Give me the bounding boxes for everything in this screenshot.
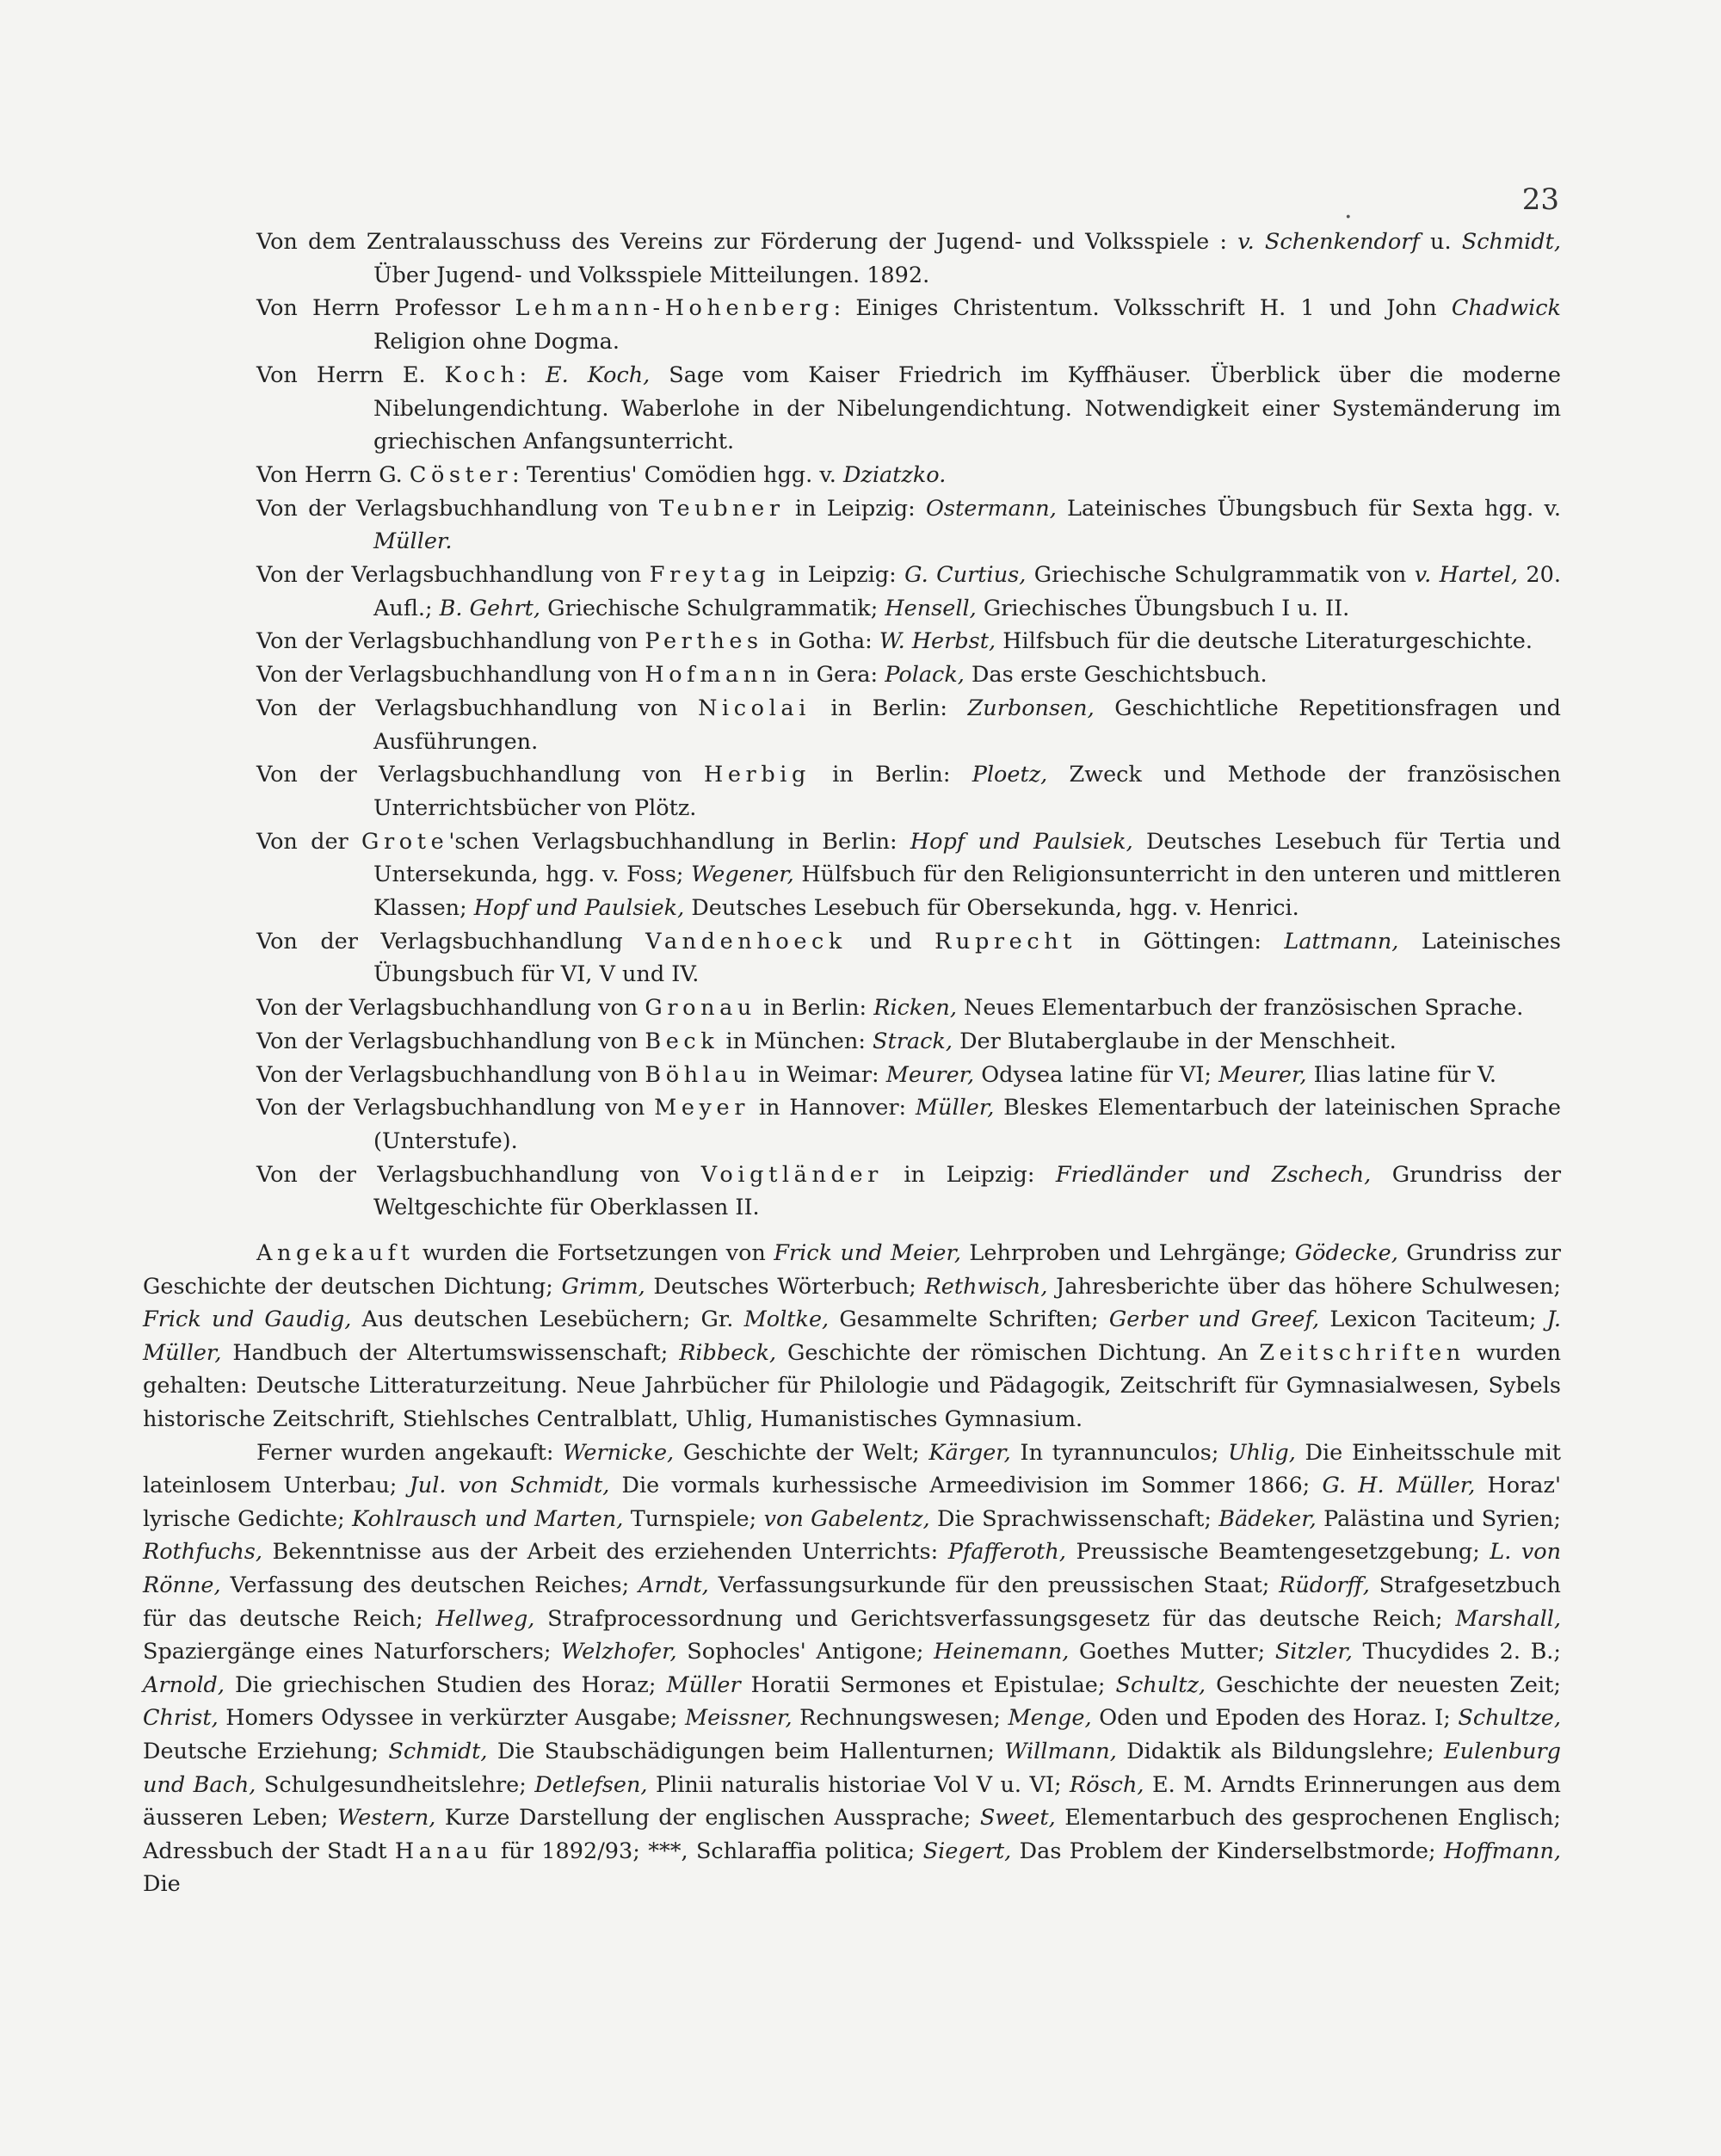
donor-name: Gronau (645, 995, 756, 1022)
donor-text: Von der Verlagsbuchhandlung von (256, 695, 699, 721)
author-name: Ribbeck, (679, 1339, 777, 1366)
entry-text: Bleskes Elementarbuch der lateinischen Sprache (Unterstufe). (373, 1095, 1561, 1154)
list-item (256, 1091, 1561, 1158)
author-name: Detlefsen, (534, 1771, 648, 1798)
author-name: Schultze, (1458, 1705, 1561, 1732)
list-item (256, 625, 1561, 658)
body-text: für 1892/93; ***, Schlaraffia politica; (492, 1838, 923, 1864)
entry-text: Grundriss der Weltgeschichte für Oberklassen II. (373, 1161, 1562, 1221)
list-item (256, 758, 1561, 825)
author-name: E. Koch, (546, 361, 651, 388)
entry-text: Sage vom Kaiser Friedrich im Kyffhäuser. Überblick über die moderne Nibelungendichtung. Waberlohe in der Nibelungendichtung. Notwendigkeit einer Systemänderung im griechischen Anfangsunterricht. (373, 361, 1561, 455)
list-item (256, 692, 1561, 758)
body-text: Strafprocessordnung und Gerichtsverfassungsgesetz für das deutsche Reich; (534, 1605, 1456, 1632)
body-text: Sophocles' Antigone; (676, 1639, 935, 1665)
donor-text: Von der Verlagsbuchhandlung von (256, 662, 645, 689)
donor-text: Von der Verlagsbuchhandlung von (256, 1161, 701, 1188)
author-name: Gerber und Greef, (1108, 1307, 1320, 1333)
donor-name: Perthes (645, 628, 763, 655)
body-text: Deutsches Wörterbuch; (645, 1273, 925, 1300)
author-name: Wegener, (691, 862, 794, 888)
donor-name: Nicolai (698, 695, 811, 721)
author-name: Eulenburg und Bach, (143, 1738, 1561, 1798)
body-text: Grundriss zur Geschichte der deutschen Dichtung; (143, 1240, 1561, 1300)
body-text: Die Sprachwissenschaft; (929, 1505, 1219, 1532)
author-name: Heinemann, (934, 1639, 1070, 1665)
donor-text: Von Herrn E. (256, 361, 445, 388)
entry-text: Griechische Schulgrammatik von (1026, 562, 1415, 589)
donor-text: Von der Verlagsbuchhandlung von (256, 762, 704, 788)
author-name: v. Hartel, (1414, 562, 1518, 589)
page-number: 23 (1521, 182, 1559, 217)
body-text: Lehrproben und Lehrgänge; (961, 1240, 1295, 1266)
donor-name: Grote (361, 828, 449, 855)
purchases-section (143, 1237, 1561, 1901)
body-text: Geschichte der römischen Dichtung. An (776, 1339, 1260, 1366)
entry-text: in Hannover: (749, 1095, 916, 1121)
author-name: Grimm, (561, 1273, 645, 1300)
author-name: Sitzler, (1274, 1639, 1353, 1665)
body-text: Die Einheitsschule mit lateinlosem Unterbau; (143, 1439, 1561, 1499)
donor-text: Von der Verlagsbuchhandlung von (256, 562, 650, 589)
list-item (256, 925, 1561, 992)
author-name: B. Gehrt, (439, 595, 541, 621)
list-item (256, 992, 1561, 1025)
entry-text: und (847, 928, 935, 954)
list-item (256, 492, 1561, 559)
entry-text: Deutsches Lesebuch für Tertia und Untersekunda, hgg. v. Foss; (373, 828, 1561, 888)
spaced-heading: Angekauft (256, 1240, 415, 1266)
entry-text: in Leipzig: (770, 562, 905, 589)
entry-text: in Berlin: (810, 695, 968, 721)
donor-name: Freytag (649, 562, 771, 589)
entry-text: in Berlin: (810, 762, 972, 788)
body-text: Preussische Beamtengesetzgebung; (1065, 1539, 1490, 1566)
author-name: Ricken, (873, 995, 957, 1022)
body-text: Die Staubschädigungen beim Hallenturnen; (487, 1738, 1005, 1764)
donor-text: Von der Verlagsbuchhandlung von (256, 1095, 655, 1121)
entry-text: : (519, 361, 546, 388)
author-name: Sweet, (979, 1805, 1056, 1832)
author-name: Müller, (915, 1095, 995, 1121)
body-text: Verfassungsurkunde für den preussischen Staat; (708, 1572, 1280, 1598)
body-text: Geschichte der neuesten Zeit; (1206, 1671, 1561, 1698)
author-name: Marshall, (1455, 1605, 1561, 1632)
body-text: Das Problem der Kinderselbstmorde; (1011, 1838, 1444, 1864)
entry-text: Lateinisches Übungsbuch für Sexta hgg. v. (1056, 495, 1561, 522)
author-name: Kärger, (928, 1439, 1011, 1466)
body-text: Horatii Sermones et Epistulae; (740, 1671, 1116, 1698)
entry-text: : Terentius' Comödien hgg. v. (512, 461, 843, 488)
author-name: Bädeker, (1218, 1505, 1317, 1532)
author-name: Gödecke, (1294, 1240, 1398, 1266)
author-name: Hopf und Paulsiek, (473, 895, 685, 922)
body-text: Die vormals kurhessische Armeedivision im Sommer 1866; (609, 1473, 1323, 1499)
body-text: Turnspiele; (623, 1505, 764, 1532)
author-name: Lattmann, (1284, 928, 1399, 954)
donor-text: Von der Verlagsbuchhandlung von (256, 995, 645, 1022)
body-text: Thucydides 2. B.; (1352, 1639, 1562, 1665)
body-text: Die (143, 1871, 181, 1898)
body-text: Deutsche Erziehung; (143, 1738, 389, 1764)
author-name: W. Herbst, (879, 628, 996, 655)
donation-list (256, 225, 1561, 1225)
author-name: Willmann, (1004, 1738, 1117, 1764)
donor-name: Cöster (409, 461, 513, 488)
entry-text: Geschichtliche Repetitionsfragen und Ausführungen. (373, 695, 1561, 755)
body-text: Goethes Mutter; (1069, 1639, 1275, 1665)
donor-text: Von dem Zentralausschuss des Vereins zur Förderung der Jugend- und Volksspiele : (256, 229, 1238, 255)
entry-text: Ilias latine für V. (1306, 1061, 1497, 1088)
entry-text: Über Jugend- und Volksspiele Mitteilungen. 1892. (373, 262, 930, 288)
body-text: Didaktik als Bildungslehre; (1116, 1738, 1445, 1764)
body-text: Kurze Darstellung der englischen Aussprache; (435, 1805, 980, 1832)
author-name: Rüdorff, (1279, 1572, 1370, 1598)
donor-name: Voigtländer (700, 1161, 883, 1188)
author-name: Rethwisch, (924, 1273, 1048, 1300)
entry-text: in Gera: (780, 662, 885, 689)
spaced-heading: Hanau (394, 1838, 493, 1864)
author-name: G. Curtius, (904, 562, 1027, 589)
author-name: Schmidt, (388, 1738, 488, 1764)
body-text: wurden die Fortsetzungen von (414, 1240, 774, 1266)
entry-text: in Gotha: (762, 628, 879, 655)
author-name: Meissner, (685, 1705, 793, 1732)
donor-name: Beck (645, 1028, 719, 1054)
body-text: Handbuch der Altertumswissenschaft; (221, 1339, 680, 1366)
list-item (256, 1158, 1561, 1225)
author-name: Pfafferoth, (947, 1539, 1066, 1566)
list-item (256, 825, 1561, 925)
body-text: Verfassung des deutschen Reiches; (220, 1572, 639, 1598)
body-text: Jahresberichte über das höhere Schulwesen; (1047, 1273, 1561, 1300)
author-name: Hensell, (885, 595, 977, 621)
body-text: Palästina und Syrien; (1316, 1505, 1562, 1532)
donor-text: Von der Verlagsbuchhandlung von (256, 628, 645, 655)
body-text: Lexicon Taciteum; (1319, 1307, 1547, 1333)
donor-text: Von Herrn Professor (256, 295, 515, 322)
entry-text: 20. Aufl.; (373, 562, 1561, 621)
author-name: Chadwick (1451, 295, 1562, 322)
donor-name: Koch (444, 361, 520, 388)
body-text: Gesammelte Schriften; (829, 1307, 1109, 1333)
entry-text: Neues Elementarbuch der französischen Sprache. (956, 995, 1524, 1022)
entry-text: Griechisches Übungsbuch I u. II. (976, 595, 1350, 621)
donor-text: Von Herrn G. (256, 461, 410, 488)
entry-text: u. (1419, 229, 1462, 255)
purchases-paragraph (143, 1436, 1561, 1901)
body-text: Homers Odyssee in verkürzter Ausgabe; (218, 1705, 686, 1732)
author-name: Müller (666, 1671, 741, 1698)
stray-dot: . (1344, 195, 1353, 225)
author-name: Meurer, (1218, 1061, 1307, 1088)
entry-text: in München: (719, 1028, 873, 1054)
author-name: v. Schenkendorf (1237, 229, 1420, 255)
donor-name: Meyer (654, 1095, 750, 1121)
donor-text: Von der Verlagsbuchhandlung von (256, 495, 659, 522)
author-name: Dziatzko. (842, 461, 947, 488)
entry-text: in Göttingen: (1076, 928, 1285, 954)
donor-name: Herbig (704, 762, 811, 788)
list-item (256, 1059, 1561, 1092)
list-item (256, 658, 1561, 692)
list-item (256, 1025, 1561, 1059)
author-name: G. H. Müller, (1322, 1473, 1476, 1499)
entry-text: in Leipzig: (784, 495, 926, 522)
spaced-heading: Zeitschriften (1259, 1339, 1465, 1366)
author-name: Schmidt, (1461, 229, 1561, 255)
author-name: Uhlig, (1228, 1439, 1296, 1466)
author-name: Christ, (143, 1705, 219, 1732)
donor-text: Von der Verlagsbuchhandlung von (256, 1061, 645, 1088)
author-name: Jul. von Schmidt, (409, 1473, 610, 1499)
author-name: Western, (337, 1805, 436, 1832)
entry-text: Zweck und Methode der französischen Unterrichtsbücher von Plötz. (373, 762, 1561, 821)
donor-name: Böhlau (645, 1061, 752, 1088)
author-name: J. Müller, (143, 1307, 1562, 1366)
author-name: Welzhofer, (561, 1639, 677, 1665)
author-name: Schultz, (1115, 1671, 1206, 1698)
body-text: Schulgesundheitslehre; (256, 1771, 535, 1798)
body-text: Spaziergänge eines Naturforschers; (143, 1639, 562, 1665)
author-name: Meurer, (885, 1061, 975, 1088)
donor-text: Von der (256, 828, 361, 855)
entry-text: in Weimar: (751, 1061, 886, 1088)
list-item (256, 559, 1561, 625)
entry-text: Lateinisches Übungsbuch für VI, V und IV. (373, 928, 1562, 988)
author-name: Arnold, (143, 1671, 225, 1698)
entry-text: Der Blutaberglaube in der Menschheit. (952, 1028, 1397, 1054)
list-item (256, 459, 1561, 492)
author-name: Hopf und Paulsiek, (910, 828, 1133, 855)
author-name: Frick und Gaudig, (143, 1307, 352, 1333)
donor-name: Ruprecht (935, 928, 1077, 954)
entry-text: Hilfsbuch für die deutsche Literaturgeschichte. (996, 628, 1533, 655)
donor-text: Von der Verlagsbuchhandlung (256, 928, 646, 954)
body-text: Oden und Epoden des Horaz. I; (1091, 1705, 1459, 1732)
body-text: Aus deutschen Lesebüchern; Gr. (351, 1307, 744, 1333)
author-name: Friedländer und Zschech, (1055, 1161, 1372, 1188)
list-item (256, 359, 1561, 459)
purchases-paragraph (143, 1237, 1561, 1436)
author-name: von Gabelentz, (763, 1505, 930, 1532)
body-text: Die griechischen Studien des Horaz; (224, 1671, 667, 1698)
entry-text: Griechische Schulgrammatik; (540, 595, 885, 621)
list-item (256, 225, 1561, 292)
body-text: Plinii naturalis historiae Vol V u. VI; (647, 1771, 1070, 1798)
entry-text: 'schen Verlagsbuchhandlung in Berlin: (448, 828, 910, 855)
author-name: Müller. (373, 528, 453, 555)
body-text: wurden gehalten: Deutsche Litteraturzeitung. Neue Jahrbücher für Philologie und Pädagogik, Zeitschrift für Gymnasialwesen, Sybels historische Zeitschrift, Stiehlsches Centralblatt, Uhlig, Humanistisches Gymnasium. (143, 1339, 1562, 1432)
author-name: Hoffmann, (1444, 1838, 1561, 1864)
entry-text: Hülfsbuch für den Religionsunterricht in den unteren und mittleren Klassen; (373, 862, 1561, 922)
author-name: Polack, (885, 662, 965, 689)
entry-text: Das erste Geschichtsbuch. (964, 662, 1268, 689)
entry-text: in Berlin: (756, 995, 874, 1022)
entry-text: Religion ohne Dogma. (373, 329, 620, 355)
list-item (256, 292, 1561, 358)
donor-name: Lehmann-Hohenberg (515, 295, 834, 322)
author-name: Rösch, (1070, 1771, 1144, 1798)
body-text: Elementarbuch des gesprochenen Englisch; Adressbuch der Stadt (143, 1805, 1561, 1864)
author-name: Ostermann, (925, 495, 1057, 522)
author-name: Rothfuchs, (143, 1539, 262, 1566)
author-name: Siegert, (922, 1838, 1012, 1864)
author-name: Ploetz, (972, 762, 1048, 788)
body-text: E. M. Arndts Erinnerungen aus dem äusseren Leben; (143, 1771, 1561, 1832)
entry-text: in Leipzig: (882, 1161, 1056, 1188)
author-name: L. von Rönne, (143, 1539, 1562, 1598)
body-text: Strafgesetzbuch für das deutsche Reich; (143, 1572, 1561, 1632)
donor-name: Hofmann (645, 662, 781, 689)
body-text: Rechnungswesen; (792, 1705, 1009, 1732)
body-text: Geschichte der Welt; (674, 1439, 929, 1466)
author-name: Arndt, (638, 1572, 709, 1598)
body-text: Bekenntnisse aus der Arbeit des erziehenden Unterrichts: (262, 1539, 948, 1566)
author-name: Moltke, (743, 1307, 830, 1333)
entry-text: Odysea latine für VI; (974, 1061, 1219, 1088)
author-name: Zurbonsen, (967, 695, 1095, 721)
donor-text: Von der Verlagsbuchhandlung von (256, 1028, 645, 1054)
author-name: Menge, (1008, 1705, 1092, 1732)
author-name: Hellweg, (435, 1605, 535, 1632)
body-text: In tyrannunculos; (1010, 1439, 1229, 1466)
author-name: Wernicke, (563, 1439, 675, 1466)
author-name: Frick und Meier, (774, 1240, 961, 1266)
body-text: Horaz' lyrische Gedichte; (143, 1473, 1561, 1532)
donor-name: Vandenhoeck (645, 928, 847, 954)
entry-text: Deutsches Lesebuch für Obersekunda, hgg. v. Henrici. (684, 895, 1299, 922)
author-name: Kohlrausch und Marten, (352, 1505, 624, 1532)
entry-text: : Einiges Christentum. Volksschrift H. 1 und John (833, 295, 1452, 322)
body-text: Ferner wurden angekauft: (256, 1439, 564, 1466)
donor-name: Teubner (658, 495, 785, 522)
author-name: Strack, (873, 1028, 953, 1054)
